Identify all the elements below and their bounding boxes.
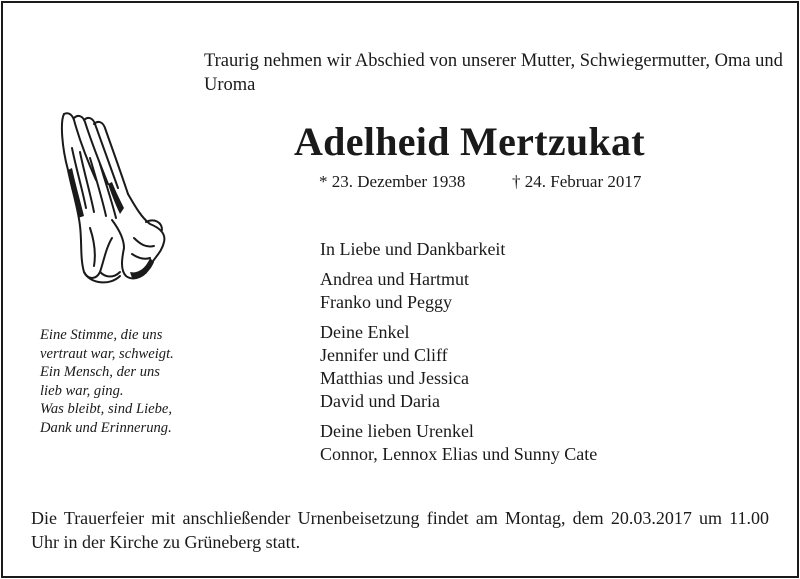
birth-date: * 23. Dezember 1938 <box>319 172 466 191</box>
poem-line: Eine Stimme, die uns <box>40 327 163 343</box>
mourner-line: David und Daria <box>320 391 440 411</box>
praying-hands-icon <box>50 108 172 288</box>
funeral-notice: Die Trauerfeier mit anschließender Urnenbeisetzung findet am Montag, dem 20.03.2017 um 11.00 Uhr in der Kirche zu Grüneberg statt. <box>31 508 769 552</box>
poem-line: lieb war, ging. <box>40 382 124 399</box>
mourner-line: Matthias und Jessica <box>320 368 469 388</box>
mourner-group <box>320 420 760 466</box>
mourner-line: Andrea und Hartmut <box>320 269 469 289</box>
mourner-line: Deine Enkel <box>320 322 410 342</box>
poem <box>40 326 210 438</box>
deceased-name: Adelheid Mertzukat <box>294 119 645 164</box>
death-date: † 24. Februar 2017 <box>512 172 642 191</box>
mourner-line: Deine lieben Urenkel <box>320 421 474 441</box>
mourner-group <box>320 238 760 261</box>
mourner-line: Connor, Lennox Elias und Sunny Cate <box>320 444 598 464</box>
mourner-group <box>320 321 760 413</box>
poem-line: Ein Mensch, der uns <box>40 364 160 381</box>
poem-line: vertraut war, schweigt. <box>40 345 174 362</box>
mourners-list <box>320 238 760 473</box>
mourner-line: In Liebe und Dankbarkeit <box>320 239 506 259</box>
poem-line: Dank und Erinnerung. <box>40 419 172 436</box>
poem-line: Was bleibt, sind Liebe, <box>40 401 173 418</box>
mourner-group <box>320 268 760 314</box>
intro-text: Traurig nehmen wir Abschied von unserer Mutter, Schwiegermutter, Oma und Uroma <box>204 51 783 95</box>
mourner-line: Jennifer und Cliff <box>320 345 448 365</box>
mourner-line: Franko und Peggy <box>320 292 452 312</box>
